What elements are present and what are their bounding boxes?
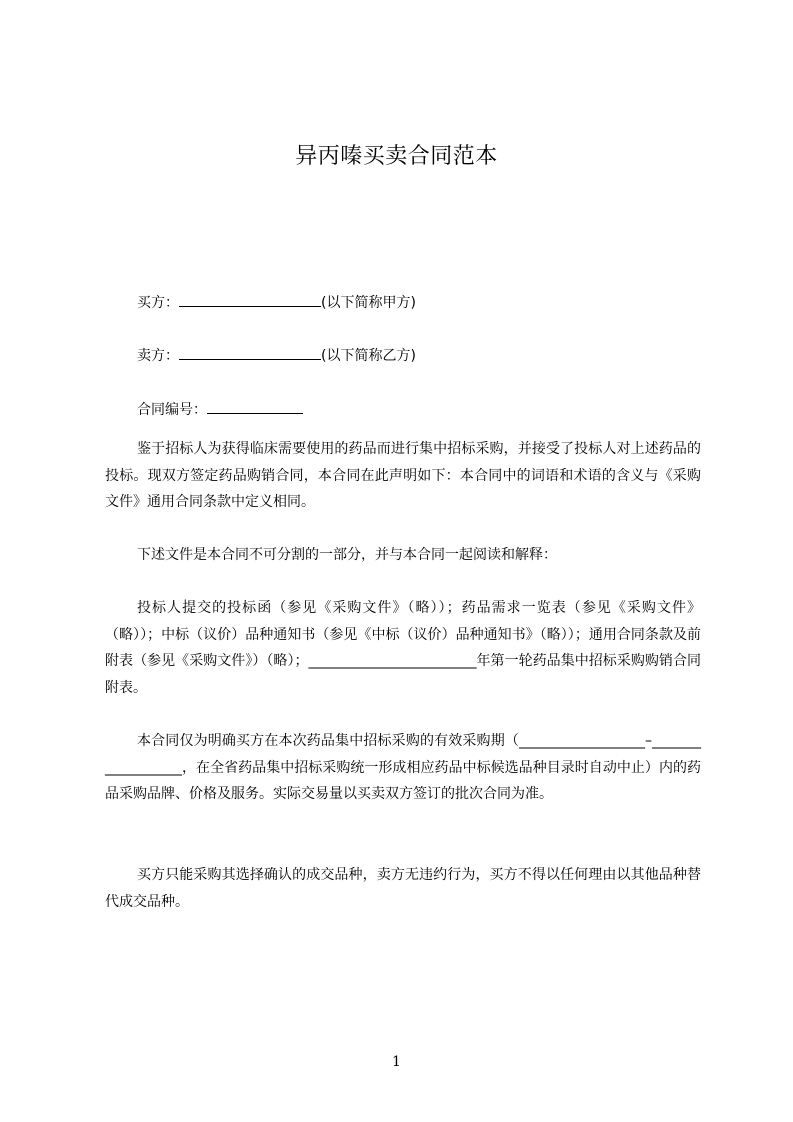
documents-intro-paragraph: 下述文件是本合同不可分割的一部分，并与本合同一起阅读和解释： <box>137 547 557 563</box>
buyer-blank[interactable] <box>179 291 321 307</box>
page-number: 1 <box>392 1054 401 1070</box>
buyer-label: 买方： <box>137 295 179 311</box>
contract-number-label: 合同编号： <box>137 402 207 418</box>
document-title: 异丙嗪买卖合同范本 <box>295 144 498 169</box>
seller-label: 卖方： <box>137 348 179 364</box>
seller-field <box>137 344 416 366</box>
seller-suffix: (以下简称乙方) <box>321 348 416 364</box>
seller-blank[interactable] <box>179 344 321 360</box>
recital-paragraph: 鉴于招标人为获得临床需要使用的药品而进行集中招标采购，并接受了投标人对上述药品的投标。现双方签定药品购销合同，本合同在此声明如下：本合同中的词语和术语的含义与《采购文件》通用合同条款中定义相同。 <box>105 441 701 510</box>
substitution-paragraph: 买方只能采购其选择确认的成交品种，卖方无违约行为，买方不得以任何理由以其他品种替代成交品种。 <box>105 867 701 910</box>
validity-period-paragraph: 本合同仅为明确买方在本次药品集中招标采购的有效采购期（__________________–__________________，在全省药品集中招标采购统一形成相应药品中标候选品种目录时自动中止）内的药品采购品牌、价格及服务。实际交易量以买卖双方签订的批次合同为准。 <box>105 733 701 802</box>
documents-list-paragraph: 投标人提交的投标函（参见《采购文件》（略））；药品需求一览表（参见《采购文件》（略））；中标（议价）品种通知书（参见《中标（议价）品种通知书》（略））；通用合同条款及前附表（参见《采购文件》）（略）；________________________年第一轮药品集中招标采购购销合同附表。 <box>105 600 701 696</box>
buyer-suffix: (以下简称甲方) <box>321 295 416 311</box>
contract-number-field <box>137 398 303 420</box>
buyer-field <box>137 291 416 313</box>
contract-number-blank[interactable] <box>207 398 303 414</box>
